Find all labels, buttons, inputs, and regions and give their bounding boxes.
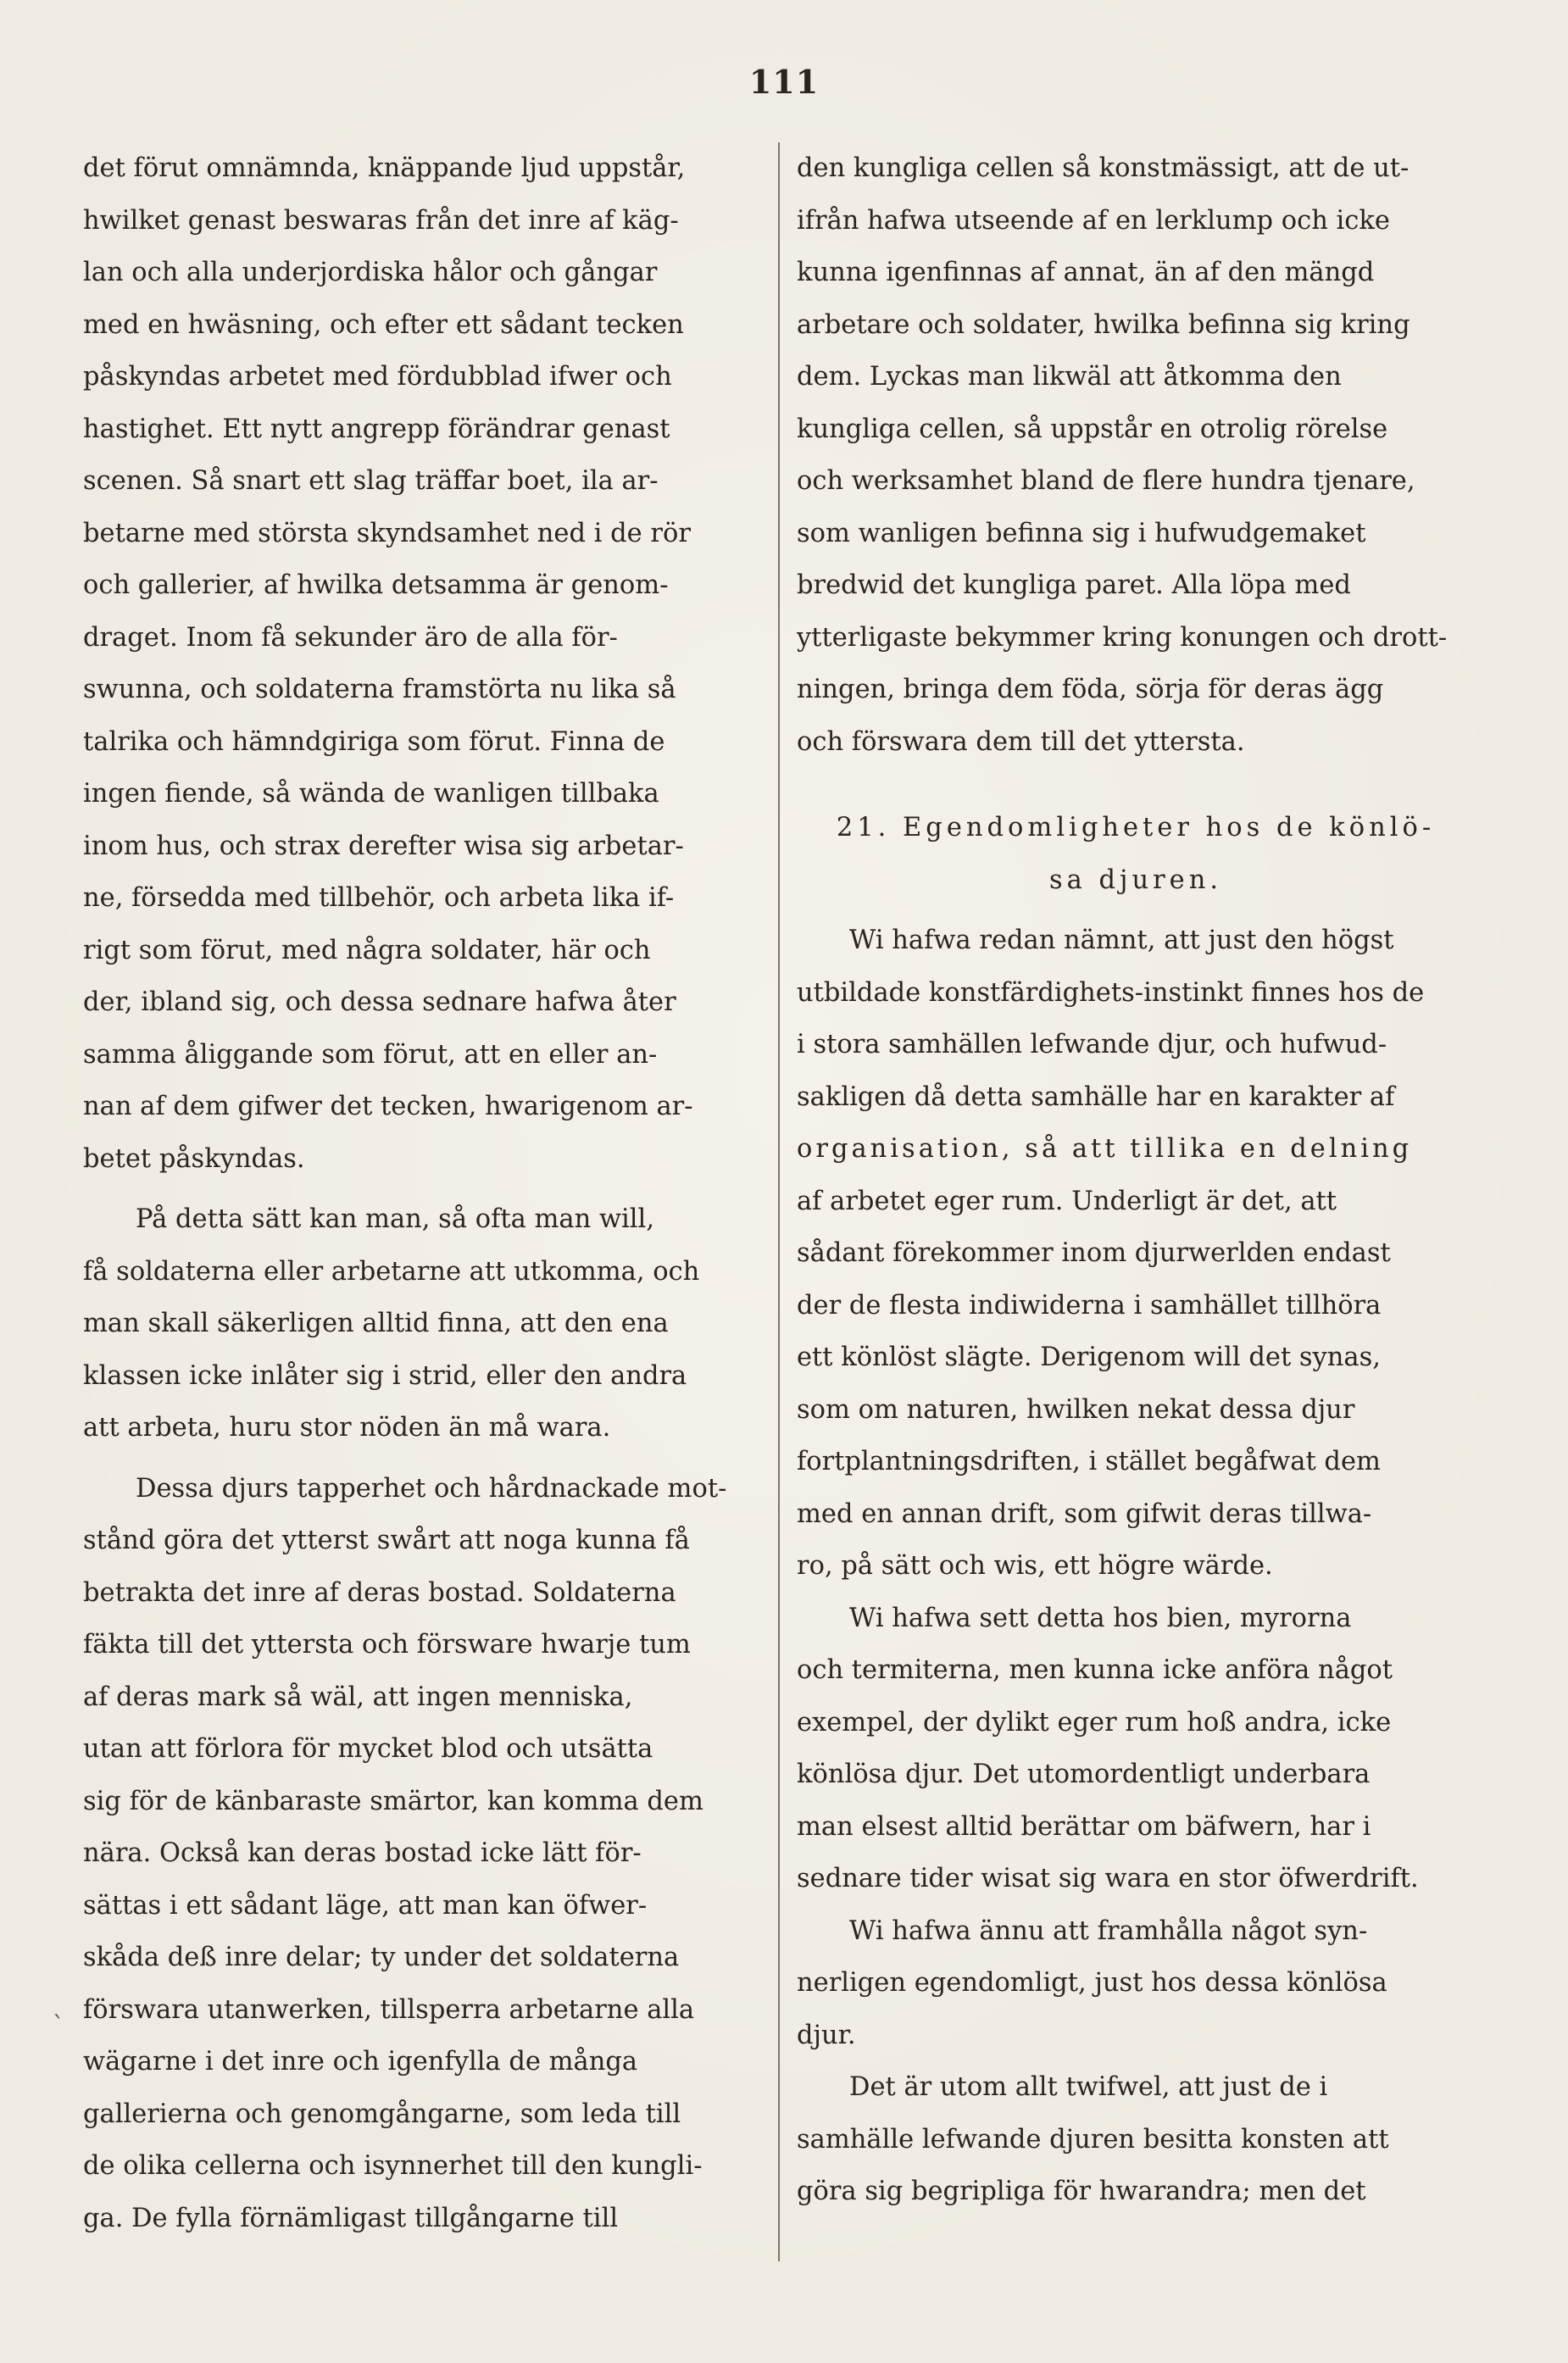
text-line: exempel, der dylikt eger rum hoß andra, icke — [797, 1707, 1392, 1738]
right-column — [797, 142, 1475, 2312]
paragraph-gap — [83, 1185, 761, 1193]
section-gap — [797, 906, 1475, 915]
text-line: scenen. Så snart ett slag träffar boet, ila ar- — [83, 466, 659, 496]
text-line: Det är utom allt twifwel, att just de i — [849, 2072, 1328, 2102]
text-line: nan af dem gifwer det tecken, hwarigenom ar- — [83, 1092, 693, 1121]
text-line: ingen fiende, så wända de wanligen tillbaka — [83, 779, 659, 809]
margin-mark: ` — [53, 2011, 64, 2039]
text-line: att arbeta, huru stor nöden än må wara. — [83, 1413, 611, 1443]
text-line: nerligen egendomligt, just hos dessa könlösa — [797, 1968, 1387, 1998]
text-line: kungliga cellen, så uppstår en otrolig rörelse — [797, 414, 1388, 444]
text-line: ytterligaste bekymmer kring konungen och drott- — [797, 622, 1448, 653]
text-line: i stora samhällen lefwande djur, och hufwud- — [797, 1030, 1387, 1059]
text-line: betet påskyndas. — [83, 1143, 305, 1174]
text-line: sednare tider wisat sig wara en stor öfwerdrift. — [797, 1864, 1419, 1893]
text-line: lan och alla underjordiska hålor och gångar — [83, 258, 658, 287]
text-line: få soldaterna eller arbetarne att utkomma, och — [83, 1256, 700, 1287]
text-line: swunna, och soldaterna framstörta nu lika så — [83, 675, 676, 704]
text-line: skåda deß inre delar; ty under det soldaterna — [83, 1943, 680, 1972]
text-line: rigt som förut, med några soldater, här och — [83, 935, 651, 965]
text-line: betrakta det inre af deras bostad. Soldaterna — [83, 1577, 676, 1608]
text-line: samma åliggande som förut, att en eller an- — [83, 1039, 658, 1070]
section-heading: sa djuren. — [1048, 865, 1223, 895]
text-line: Dessa djurs tapperhet och hårdnackade mot- — [136, 1473, 727, 1504]
section-gap — [797, 768, 1475, 802]
text-line: arbetare och soldater, hwilka befinna sig kring — [797, 309, 1410, 340]
text-line: den kungliga cellen så konstmässigt, att de ut- — [797, 153, 1410, 183]
text-line: göra sig begripliga för hwarandra; men det — [797, 2177, 1366, 2206]
text-line: och werksamhet bland de flere hundra tjenare, — [797, 466, 1415, 496]
paragraph-gap — [83, 1454, 761, 1463]
text-line: ga. De fylla förnämligast tillgångarne till — [83, 2203, 619, 2233]
text-line: inom hus, och strax derefter wisa sig arbetar- — [83, 831, 684, 861]
text-line: de olika cellerna och isynnerhet till den kungli- — [83, 2151, 703, 2181]
text-line: organisation, så att tillika en delning — [797, 1134, 1413, 1164]
text-line: som om naturen, hwilken nekat dessa djur — [797, 1394, 1355, 1425]
text-line: klassen icke inlåter sig i strid, eller den andra — [83, 1360, 687, 1391]
text-line: utan att förlora för mycket blod och utsätta — [83, 1734, 653, 1764]
text-line: djur. — [797, 2020, 856, 2050]
text-line: af arbetet eger rum. Underligt är det, att — [797, 1186, 1337, 1216]
page-number: 111 — [748, 63, 820, 101]
text-line: sättas i ett sådant läge, att man kan öfwer- — [83, 1890, 648, 1921]
text-line: sådant förekommer inom djurwerlden endast — [797, 1238, 1391, 1268]
text-line: betarne med största skyndsamhet ned i de rör — [83, 518, 691, 548]
text-line: med en annan drift, som gifwit deras tillwa- — [797, 1498, 1372, 1529]
text-line: fortplantningsdriften, i stället begåfwat dem — [797, 1447, 1381, 1476]
text-line: Wi hafwa redan nämnt, att just den högst — [849, 926, 1394, 955]
text-line: hastighet. Ett nytt angrepp förändrar genast — [83, 414, 670, 444]
text-line: ro, på sätt och wis, ett högre wärde. — [797, 1551, 1273, 1581]
text-line: könlösa djur. Det utomordentligt underbara — [797, 1760, 1371, 1789]
text-line: man skall säkerligen alltid finna, att den ena — [83, 1309, 669, 1338]
text-line: det förut omnämnda, knäppande ljud uppstår, — [83, 153, 686, 183]
text-line: gallerierna och genomgångarne, som leda till — [83, 2099, 681, 2129]
text-line: ifrån hafwa utseende af en lerklump och icke — [797, 205, 1390, 236]
text-line: förswara utanwerken, tillsperra arbetarne alla — [83, 1994, 695, 2025]
text-line: fäkta till det yttersta och försware hwarje tum — [83, 1630, 691, 1660]
text-line: som wanligen befinna sig i hufwudgemaket — [797, 518, 1366, 548]
text-line: hwilket genast beswaras från det inre af käg- — [83, 205, 679, 236]
text-line: och termiterna, men kunna icke anföra något — [797, 1655, 1393, 1685]
text-line: sakligen då detta samhälle har en karakter af — [797, 1081, 1395, 1112]
text-line: och gallerier, af hwilka detsamma är genom- — [83, 570, 669, 600]
text-line: samhälle lefwande djuren besitta konsten att — [797, 2124, 1389, 2154]
text-line: På detta sätt kan man, så ofta man will, — [136, 1204, 655, 1234]
text-line: med en hwäsning, och efter ett sådant tecken — [83, 309, 684, 340]
text-line: draget. Inom få sekunder äro de alla för- — [83, 622, 618, 653]
text-line: Wi hafwa ännu att framhålla något syn- — [849, 1915, 1368, 1946]
text-line: wägarne i det inre och igenfylla de många — [83, 2047, 638, 2077]
text-line: talrika och hämndgiriga som förut. Finna de — [83, 726, 665, 757]
text-line: af deras mark så wäl, att ingen menniska, — [83, 1682, 633, 1712]
text-line: der de flesta indiwiderna i samhället tillhöra — [797, 1290, 1382, 1320]
text-line: man elsest alltid berättar om bäfwern, har i — [797, 1811, 1371, 1842]
text-line: der, ibland sig, och dessa sednare hafwa åter — [83, 987, 676, 1017]
text-line: Wi hafwa sett detta hos bien, myrorna — [849, 1603, 1352, 1633]
left-column — [83, 142, 761, 2312]
text-line: stånd göra det ytterst swårt att noga kunna få — [83, 1526, 690, 1555]
text-line: påskyndas arbetet med fördubblad ifwer och — [83, 362, 672, 392]
column-divider — [778, 142, 780, 2261]
text-line: sig för de känbaraste smärtor, kan komma dem — [83, 1786, 703, 1816]
text-line: utbildade konstfärdighets-instinkt finnes hos de — [797, 977, 1425, 1008]
section-heading: 21. Egendomligheter hos de könlö- — [836, 813, 1436, 842]
text-line: och förswara dem till det yttersta. — [797, 726, 1245, 757]
text-line: ne, försedda med tillbehör, och arbeta lika if- — [83, 883, 675, 913]
text-line: kunna igenfinnas af annat, än af den mängd — [797, 258, 1375, 287]
text-line: ett könlöst slägte. Derigenom will det synas, — [797, 1343, 1381, 1372]
text-line: bredwid det kungliga paret. Alla löpa med — [797, 570, 1351, 600]
text-line: nära. Också kan deras bostad icke lätt för- — [83, 1838, 642, 1868]
text-line: dem. Lyckas man likwäl att åtkomma den — [797, 362, 1342, 392]
text-line: ningen, bringa dem föda, sörja för deras ägg — [797, 675, 1384, 704]
